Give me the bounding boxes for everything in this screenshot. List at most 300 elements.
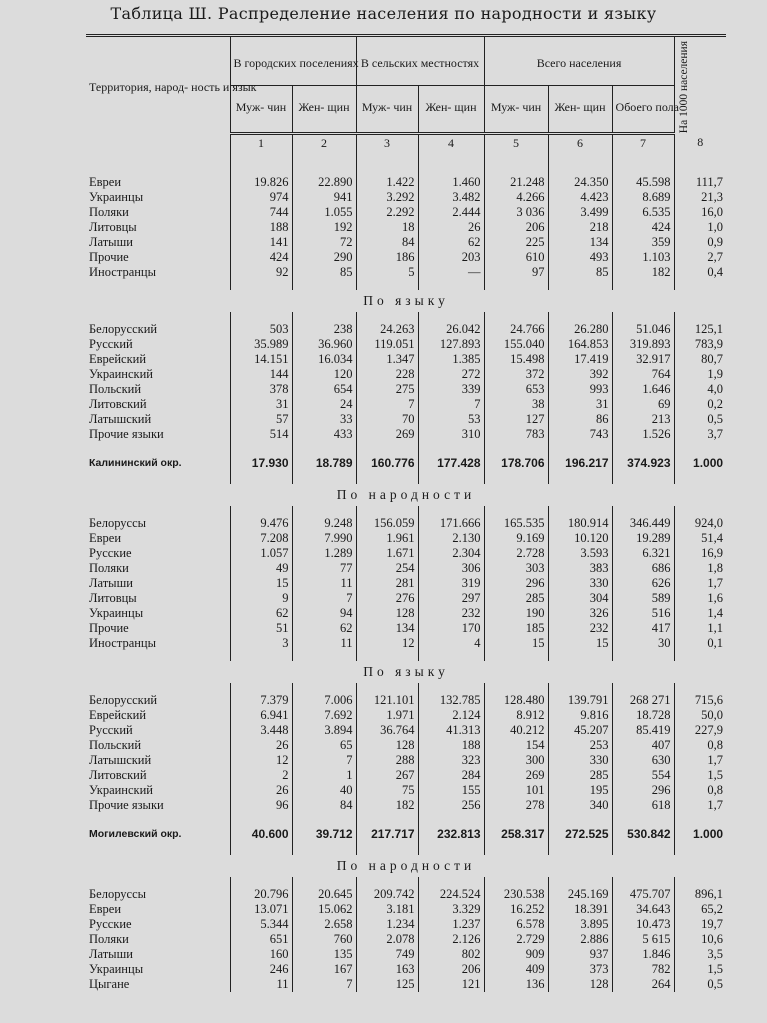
value-cell: 33	[292, 412, 356, 427]
spacer-row	[86, 280, 726, 290]
page-title: Таблица Ш. Распределение населения по народности и языку	[110, 4, 657, 23]
value-cell: 3,7	[707, 426, 724, 441]
value-cell: 16,9	[701, 545, 724, 560]
value-cell: 1.289	[292, 546, 356, 561]
value-cell: 0,4	[707, 264, 724, 279]
value-cell: 8.912	[484, 708, 548, 723]
value-cell: 227,9	[694, 722, 724, 737]
value-cell: 85.419	[612, 723, 674, 738]
table-row	[86, 367, 726, 382]
table-row	[86, 753, 726, 768]
value-cell: 974	[230, 190, 292, 205]
value-cell: 589	[612, 591, 674, 606]
value-cell: 167	[292, 962, 356, 977]
spacer-row	[86, 813, 726, 823]
value-cell: 19,7	[701, 916, 724, 931]
value-cell: 3.499	[548, 205, 612, 220]
row-label: Украинцы	[86, 962, 230, 977]
table-row	[86, 636, 726, 651]
value-cell: 993	[548, 382, 612, 397]
value-cell: 5	[356, 265, 418, 280]
value-cell: 69	[612, 397, 674, 412]
value-cell: 45.598	[612, 175, 674, 190]
row-label: Литовский	[86, 768, 230, 783]
row-label: Евреи	[86, 531, 230, 546]
value-cell: 14.151	[230, 352, 292, 367]
table-row	[86, 175, 726, 190]
table-row	[86, 723, 726, 738]
value-cell: 15	[548, 636, 612, 651]
value-cell: 303	[484, 561, 548, 576]
value-cell: 7.990	[292, 531, 356, 546]
row-label: Польский	[86, 738, 230, 753]
value-cell: 156.059	[356, 516, 418, 531]
value-cell: 15.062	[292, 902, 356, 917]
spacer-row	[86, 683, 726, 693]
value-cell: 392	[548, 367, 612, 382]
value-cell: 9.476	[230, 516, 292, 531]
value-cell: 281	[356, 576, 418, 591]
value-cell: 196.217	[548, 452, 612, 474]
col-number: 4	[418, 133, 484, 153]
table-row	[86, 220, 726, 235]
col-number: 7	[612, 133, 674, 153]
value-cell: 232	[418, 606, 484, 621]
value-cell: 5 615	[612, 932, 674, 947]
value-cell: 7.208	[230, 531, 292, 546]
value-cell: 2.130	[418, 531, 484, 546]
value-cell: 139.791	[548, 693, 612, 708]
value-cell: 24.766	[484, 322, 548, 337]
value-cell: 160.776	[356, 452, 418, 474]
value-cell: 275	[356, 382, 418, 397]
value-cell: 433	[292, 427, 356, 442]
district-total-row	[86, 452, 726, 474]
value-cell: 50,0	[701, 707, 724, 722]
row-label: Литовский	[86, 397, 230, 412]
value-cell: 359	[612, 235, 674, 250]
value-cell: 346.449	[612, 516, 674, 531]
value-cell: 554	[612, 768, 674, 783]
value-cell: 909	[484, 947, 548, 962]
value-cell: 31	[548, 397, 612, 412]
value-cell: 7	[418, 397, 484, 412]
value-cell: 206	[418, 962, 484, 977]
value-cell: 276	[356, 591, 418, 606]
value-cell: 1.846	[612, 947, 674, 962]
value-cell: 3.894	[292, 723, 356, 738]
value-cell: 3.593	[548, 546, 612, 561]
value-cell: 924,0	[694, 515, 724, 530]
value-cell: 135	[292, 947, 356, 962]
value-cell: 782	[612, 962, 674, 977]
value-cell: 1.460	[418, 175, 484, 190]
value-cell: 610	[484, 250, 548, 265]
spacer-row	[86, 506, 726, 516]
value-cell: 192	[292, 220, 356, 235]
value-cell: 41.313	[418, 723, 484, 738]
value-cell: 2.729	[484, 932, 548, 947]
col-header: Жен- щин	[292, 86, 356, 134]
value-cell: 749	[356, 947, 418, 962]
value-cell: 383	[548, 561, 612, 576]
row-label: Прочие языки	[86, 798, 230, 813]
value-cell: 2.886	[548, 932, 612, 947]
value-cell: 296	[484, 576, 548, 591]
value-cell: 40.212	[484, 723, 548, 738]
value-cell: 1,0	[707, 219, 724, 234]
value-cell: 21,3	[701, 189, 724, 204]
section-heading-row	[86, 290, 726, 312]
table-row	[86, 606, 726, 621]
value-cell: 1.526	[612, 427, 674, 442]
value-cell: 1,6	[707, 590, 724, 605]
value-cell: 1	[292, 768, 356, 783]
value-cell: 51	[230, 621, 292, 636]
value-cell: 1,1	[707, 620, 724, 635]
section-heading-row	[86, 484, 726, 506]
value-cell: 2.728	[484, 546, 548, 561]
value-cell: 6.578	[484, 917, 548, 932]
table-row	[86, 427, 726, 442]
value-cell: 5.344	[230, 917, 292, 932]
value-cell: 285	[484, 591, 548, 606]
territory-header: Территория, народ- ность и язык	[86, 36, 230, 134]
value-cell: 154	[484, 738, 548, 753]
value-cell: 2.124	[418, 708, 484, 723]
value-cell: 297	[418, 591, 484, 606]
value-cell: 256	[418, 798, 484, 813]
value-cell: 2.658	[292, 917, 356, 932]
value-cell: 62	[292, 621, 356, 636]
table-row	[86, 205, 726, 220]
row-label: Иностранцы	[86, 265, 230, 280]
value-cell: —	[418, 265, 484, 280]
value-cell: 92	[230, 265, 292, 280]
value-cell: 764	[612, 367, 674, 382]
table-row	[86, 250, 726, 265]
value-cell: 24.350	[548, 175, 612, 190]
row-label: Еврейский	[86, 708, 230, 723]
value-cell: 330	[548, 576, 612, 591]
table-row	[86, 322, 726, 337]
value-cell: 128.480	[484, 693, 548, 708]
value-cell: 136	[484, 977, 548, 992]
value-cell: 1.055	[292, 205, 356, 220]
value-cell: 38	[484, 397, 548, 412]
value-cell: 160	[230, 947, 292, 962]
row-label: Калининский окр.	[86, 452, 230, 474]
value-cell: 0,1	[707, 635, 724, 650]
value-cell: 16,0	[701, 204, 724, 219]
col-number: 6	[548, 133, 612, 153]
value-cell: 1.971	[356, 708, 418, 723]
value-cell: 132.785	[418, 693, 484, 708]
value-cell: 4.423	[548, 190, 612, 205]
value-cell: 171.666	[418, 516, 484, 531]
spacer-row	[86, 877, 726, 887]
value-cell: 170	[418, 621, 484, 636]
value-cell: 326	[548, 606, 612, 621]
row-label: Украинцы	[86, 606, 230, 621]
value-cell: 18.391	[548, 902, 612, 917]
value-cell: 182	[612, 265, 674, 280]
value-cell: 121.101	[356, 693, 418, 708]
value-cell: 228	[356, 367, 418, 382]
value-cell: 378	[230, 382, 292, 397]
population-table	[86, 34, 726, 992]
table-row	[86, 738, 726, 753]
value-cell: 180.914	[548, 516, 612, 531]
section-heading-row	[86, 855, 726, 877]
value-cell: 62	[418, 235, 484, 250]
value-cell: 783,9	[694, 336, 724, 351]
row-label: Поляки	[86, 932, 230, 947]
value-cell: 35.989	[230, 337, 292, 352]
value-cell: 245.169	[548, 887, 612, 902]
table-row	[86, 902, 726, 917]
row-label: Прочие языки	[86, 427, 230, 442]
value-cell: 272.525	[548, 823, 612, 845]
value-cell: 24.263	[356, 322, 418, 337]
value-cell: 206	[484, 220, 548, 235]
table-row	[86, 546, 726, 561]
col-number: 2	[292, 133, 356, 153]
value-cell: 258.317	[484, 823, 548, 845]
value-cell: 16.252	[484, 902, 548, 917]
value-cell: 475.707	[612, 887, 674, 902]
section-heading: По языку	[363, 292, 449, 308]
table-row	[86, 947, 726, 962]
value-cell: 937	[548, 947, 612, 962]
column-numbers-row	[86, 133, 726, 153]
row-label: Латышский	[86, 412, 230, 427]
value-cell: 26.042	[418, 322, 484, 337]
row-label: Белорусский	[86, 322, 230, 337]
value-cell: 84	[292, 798, 356, 813]
row-label: Украинский	[86, 367, 230, 382]
value-cell: 1.385	[418, 352, 484, 367]
value-cell: 3,5	[707, 946, 724, 961]
row-label: Литовцы	[86, 220, 230, 235]
value-cell: 1,9	[707, 366, 724, 381]
value-cell: 186	[356, 250, 418, 265]
value-cell: 0,9	[707, 234, 724, 249]
row-label: Русские	[86, 546, 230, 561]
value-cell: 18	[356, 220, 418, 235]
value-cell: 278	[484, 798, 548, 813]
value-cell: 19.289	[612, 531, 674, 546]
value-cell: 1.961	[356, 531, 418, 546]
row-label: Латыши	[86, 576, 230, 591]
urban-header: В городских поселениях	[230, 36, 356, 86]
value-cell: 97	[484, 265, 548, 280]
value-cell: 6.941	[230, 708, 292, 723]
table-row	[86, 265, 726, 280]
value-cell: 238	[292, 322, 356, 337]
value-cell: 11	[292, 576, 356, 591]
value-cell: 9	[230, 591, 292, 606]
row-label: Латышский	[86, 753, 230, 768]
value-cell: 1.646	[612, 382, 674, 397]
value-cell: 1,5	[707, 961, 724, 976]
row-label: Белоруссы	[86, 516, 230, 531]
value-cell: 9.169	[484, 531, 548, 546]
value-cell: 2.126	[418, 932, 484, 947]
value-cell: 1.103	[612, 250, 674, 265]
col-number: 3	[356, 133, 418, 153]
table-row	[86, 516, 726, 531]
table-row	[86, 397, 726, 412]
value-cell: 51.046	[612, 322, 674, 337]
value-cell: 127.893	[418, 337, 484, 352]
value-cell: 26	[230, 738, 292, 753]
rural-header: В сельских местностях	[356, 36, 484, 86]
value-cell: 2.304	[418, 546, 484, 561]
value-cell: 319	[418, 576, 484, 591]
value-cell: 62	[230, 606, 292, 621]
value-cell: 70	[356, 412, 418, 427]
section-heading: По народности	[336, 857, 476, 873]
spacer-row	[86, 312, 726, 322]
row-label: Русский	[86, 723, 230, 738]
row-label: Белорусский	[86, 693, 230, 708]
value-cell: 111,7	[695, 174, 724, 189]
table-row	[86, 621, 726, 636]
value-cell: 230.538	[484, 887, 548, 902]
row-label: Литовцы	[86, 591, 230, 606]
value-cell: 182	[356, 798, 418, 813]
value-cell: 1.234	[356, 917, 418, 932]
value-cell: 9.248	[292, 516, 356, 531]
value-cell: 743	[548, 427, 612, 442]
value-cell: 1.000	[693, 455, 724, 470]
value-cell: 1.237	[418, 917, 484, 932]
value-cell: 653	[484, 382, 548, 397]
value-cell: 269	[356, 427, 418, 442]
value-cell: 164.853	[548, 337, 612, 352]
col-header: Муж- чин	[230, 86, 292, 134]
value-cell: 3.329	[418, 902, 484, 917]
table-row	[86, 768, 726, 783]
value-cell: 530.842	[612, 823, 674, 845]
value-cell: 264	[612, 977, 674, 992]
value-cell: 3.482	[418, 190, 484, 205]
value-cell: 1,4	[707, 605, 724, 620]
value-cell: 7	[292, 753, 356, 768]
value-cell: 217.717	[356, 823, 418, 845]
value-cell: 9.816	[548, 708, 612, 723]
row-label: Евреи	[86, 902, 230, 917]
value-cell: 654	[292, 382, 356, 397]
value-cell: 224.524	[418, 887, 484, 902]
value-cell: 40.600	[230, 823, 292, 845]
value-cell: 128	[548, 977, 612, 992]
value-cell: 13.071	[230, 902, 292, 917]
col-header: Муж- чин	[356, 86, 418, 134]
row-label: Иностранцы	[86, 636, 230, 651]
spacer-row	[86, 651, 726, 661]
col-number: 8	[697, 135, 704, 150]
table-row	[86, 962, 726, 977]
value-cell: 209.742	[356, 887, 418, 902]
value-cell: 330	[548, 753, 612, 768]
value-cell: 300	[484, 753, 548, 768]
value-cell: 213	[612, 412, 674, 427]
row-label: Прочие	[86, 250, 230, 265]
value-cell: 40	[292, 783, 356, 798]
value-cell: 2.292	[356, 205, 418, 220]
value-cell: 65,2	[701, 901, 724, 916]
value-cell: 2.078	[356, 932, 418, 947]
spacer-row	[86, 474, 726, 484]
value-cell: 24	[292, 397, 356, 412]
value-cell: 3	[230, 636, 292, 651]
table-row	[86, 887, 726, 902]
value-cell: 218	[548, 220, 612, 235]
value-cell: 125,1	[694, 321, 724, 336]
value-cell: 516	[612, 606, 674, 621]
value-cell: 0,5	[707, 976, 724, 991]
section-heading: По народности	[336, 486, 476, 502]
value-cell: 288	[356, 753, 418, 768]
value-cell: 177.428	[418, 452, 484, 474]
value-cell: 267	[356, 768, 418, 783]
value-cell: 51,4	[701, 530, 724, 545]
row-label: Прочие	[86, 621, 230, 636]
value-cell: 96	[230, 798, 292, 813]
value-cell: 372	[484, 367, 548, 382]
table-body	[86, 133, 726, 992]
value-cell: 101	[484, 783, 548, 798]
value-cell: 246	[230, 962, 292, 977]
value-cell: 373	[548, 962, 612, 977]
value-cell: 134	[548, 235, 612, 250]
value-cell: 1.057	[230, 546, 292, 561]
value-cell: 3.448	[230, 723, 292, 738]
value-cell: 493	[548, 250, 612, 265]
value-cell: 80,7	[701, 351, 724, 366]
table-row	[86, 693, 726, 708]
value-cell: 7.692	[292, 708, 356, 723]
per-1000-header: На 1000 населения	[674, 36, 726, 134]
table-row	[86, 352, 726, 367]
value-cell: 232	[548, 621, 612, 636]
row-label: Латыши	[86, 235, 230, 250]
table-row	[86, 798, 726, 813]
value-cell: 121	[418, 977, 484, 992]
table-row	[86, 235, 726, 250]
value-cell: 72	[292, 235, 356, 250]
value-cell: 4	[418, 636, 484, 651]
value-cell: 34.643	[612, 902, 674, 917]
table-row	[86, 576, 726, 591]
value-cell: 424	[612, 220, 674, 235]
value-cell: 6.321	[612, 546, 674, 561]
value-cell: 65	[292, 738, 356, 753]
value-cell: 3.181	[356, 902, 418, 917]
value-cell: 1,7	[707, 575, 724, 590]
value-cell: 284	[418, 768, 484, 783]
value-cell: 323	[418, 753, 484, 768]
col-header: Муж- чин	[484, 86, 548, 134]
value-cell: 272	[418, 367, 484, 382]
value-cell: 304	[548, 591, 612, 606]
value-cell: 4.266	[484, 190, 548, 205]
value-cell: 128	[356, 738, 418, 753]
value-cell: 31	[230, 397, 292, 412]
value-cell: 310	[418, 427, 484, 442]
